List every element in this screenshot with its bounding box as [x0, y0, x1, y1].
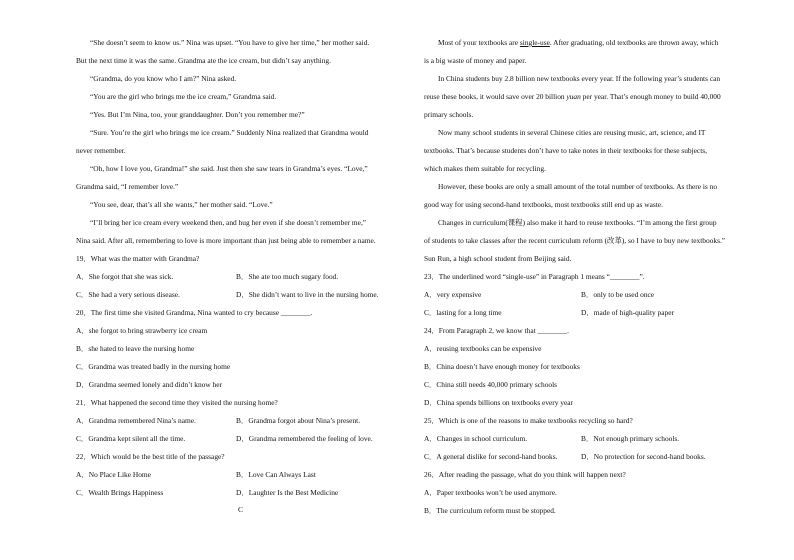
passage-line: good way for using second-hand textbooks, most textbooks still end up as waste.	[424, 200, 663, 209]
q23-option-d: D．made of high-quality paper	[581, 308, 674, 317]
q19-option-a: A．She forgot that she was sick.	[76, 272, 174, 281]
q20-option-c: C．Grandma was treated badly in the nursing home	[76, 362, 231, 371]
q24-option-a: A．reusing textbooks can be expensive	[424, 344, 542, 353]
question-21-options-row2	[76, 430, 404, 448]
q21-option-d: D．Grandma remembered the feeling of love.	[236, 434, 373, 443]
question-22-options-row1	[76, 466, 404, 484]
passage-line: primary schools.	[424, 110, 474, 119]
answer-mark: C	[238, 505, 244, 514]
question-23-options-row2	[424, 304, 754, 322]
q25-option-a: A．Changes in school curriculum.	[424, 434, 528, 443]
question-19-stem: 19．What was the matter with Grandma?	[76, 254, 200, 263]
passage-line: of students to take classes after the recent curriculum reform (改革), so I have to buy new textbooks.”	[424, 236, 726, 245]
question-22-stem: 22．Which would be the best title of the passage?	[76, 452, 225, 461]
right-column	[424, 34, 754, 520]
question-23-options-row1	[424, 286, 754, 304]
q22-option-b: B．Love Can Always Last	[236, 470, 316, 479]
q19-option-c: C．She had a very serious disease.	[76, 290, 180, 299]
passage-line: Now many school students in several Chinese cities are reusing music, art, science, and IT	[438, 128, 706, 137]
passage-line: “You are the girl who brings me the ice cream,” Grandma said.	[90, 92, 277, 101]
passage-line: “Yes. But I’m Nina, too, your granddaughter. Don’t you remember me?”	[90, 110, 305, 119]
question-21-options-row1	[76, 412, 404, 430]
q21-option-c: C．Grandma kept silent all the time.	[76, 434, 186, 443]
italic-word-yuan: yuan	[566, 92, 581, 101]
passage-text: reuse these books, it would save over 20 billion	[424, 92, 567, 101]
passage-text: per year. That’s enough money to build 40,000	[580, 92, 721, 101]
q22-option-c: C．Wealth Brings Happiness	[76, 488, 164, 497]
q19-option-b: B．She ate too much sugary food.	[236, 272, 339, 281]
question-23-stem: 23．The underlined word “single-use” in Paragraph 1 means “________”.	[424, 272, 645, 281]
q22-option-a: A．No Place Like Home	[76, 470, 151, 479]
passage-line: Nina said. After all, remembering to love is more important than just being able to remember a name.	[76, 236, 376, 245]
q23-option-c: C．lasting for a long time	[424, 308, 502, 317]
q20-option-b: B．she hated to leave the nursing home	[76, 344, 195, 353]
q25-option-b: B．Not enough primary schools.	[581, 434, 680, 443]
passage-line: “Grandma, do you know who I am?” Nina asked.	[90, 74, 237, 83]
q21-option-b: B．Grandma forgot about Nina’s present.	[236, 416, 361, 425]
passage-text: . After graduating, old textbooks are thrown away, which	[549, 38, 719, 47]
passage-line: “I’ll bring her ice cream every weekend then, and hug her even if she doesn’t remember me,”	[90, 218, 367, 227]
question-19-options-row1	[76, 268, 404, 286]
passage-line	[424, 34, 754, 52]
underlined-word-single-use: single-use	[519, 38, 550, 47]
q24-option-b: B．China doesn’t have enough money for textbooks	[424, 362, 580, 371]
question-25-options-row2	[424, 448, 754, 466]
q22-option-d: D．Laughter Is the Best Medicine	[236, 488, 339, 497]
passage-line: textbooks. That’s because students don’t have to take notes in their textbooks for these subjects,	[424, 146, 707, 155]
q26-option-b: B．The curriculum reform must be stopped.	[424, 506, 556, 515]
passage-line: “You see, dear, that’s all she wants,” her mother said. “Love.”	[90, 200, 273, 209]
question-21-stem: 21．What happened the second time they visited the nursing home?	[76, 398, 278, 407]
question-20-stem: 20．The first time she visited Grandma, Nina wanted to cry because ________.	[76, 308, 313, 317]
q25-option-c: C．A general dislike for second-hand books.	[424, 452, 558, 461]
q20-option-a: A．she forgot to bring strawberry ice cream	[76, 326, 208, 335]
q20-option-d: D．Grandma seemed lonely and didn’t know her	[76, 380, 222, 389]
q24-option-d: D．China spends billions on textbooks every year	[424, 398, 574, 407]
passage-line: “Sure. You’re the girl who brings me ice cream.” Suddenly Nina realized that Grandma would	[90, 128, 369, 137]
passage-line: “She doesn’t seem to know us.” Nina was upset. “You have to give her time,” her mother said.	[90, 38, 370, 47]
question-19-options-row2	[76, 286, 404, 304]
question-25-stem: 25．Which is one of the reasons to make textbooks recycling so hard?	[424, 416, 633, 425]
q25-option-d: D．No protection for second-hand books.	[581, 452, 706, 461]
passage-line: which makes them suitable for recycling.	[424, 164, 546, 173]
passage-line: “Oh, how I love you, Grandma!” she said. Just then she saw tears in Grandma’s eyes. “Love,”	[90, 164, 368, 173]
q24-option-c: C．China still needs 40,000 primary schools	[424, 380, 558, 389]
question-24-stem: 24．From Paragraph 2, we know that ________.	[424, 326, 569, 335]
passage-line: is a big waste of money and paper.	[424, 56, 527, 65]
question-22-options-row2	[76, 484, 404, 502]
q21-option-a: A．Grandma remembered Nina’s name.	[76, 416, 196, 425]
question-25-options-row1	[424, 430, 754, 448]
question-26-stem: 26．After reading the passage, what do you think will happen next?	[424, 470, 626, 479]
passage-line	[424, 88, 754, 106]
left-column	[76, 34, 404, 502]
passage-line: Grandma said, “I remember love.”	[76, 182, 179, 191]
passage-line: Sun Run, a high school student from Beijing said.	[424, 254, 572, 263]
passage-line: But the next time it was the same. Grandma ate the ice cream, but didn’t say anything.	[76, 56, 331, 65]
q19-option-d: D．She didn’t want to live in the nursing home.	[236, 290, 379, 299]
passage-line: Changes in curriculum(课程) also make it hard to reuse textbooks. “I’m among the first group	[438, 218, 717, 227]
q23-option-b: B．only to be used once	[581, 290, 655, 299]
q26-option-a: A．Paper textbooks won’t be used anymore.	[424, 488, 557, 497]
passage-line: never remember.	[76, 146, 126, 155]
q23-option-a: A．very expensive	[424, 290, 482, 299]
passage-text: Most of your textbooks are	[438, 38, 520, 47]
passage-line: In China students buy 2.8 billion new textbooks every year. If the following year’s students can	[438, 74, 721, 83]
passage-line: However, these books are only a small amount of the total number of textbooks. As there is no	[438, 182, 718, 191]
